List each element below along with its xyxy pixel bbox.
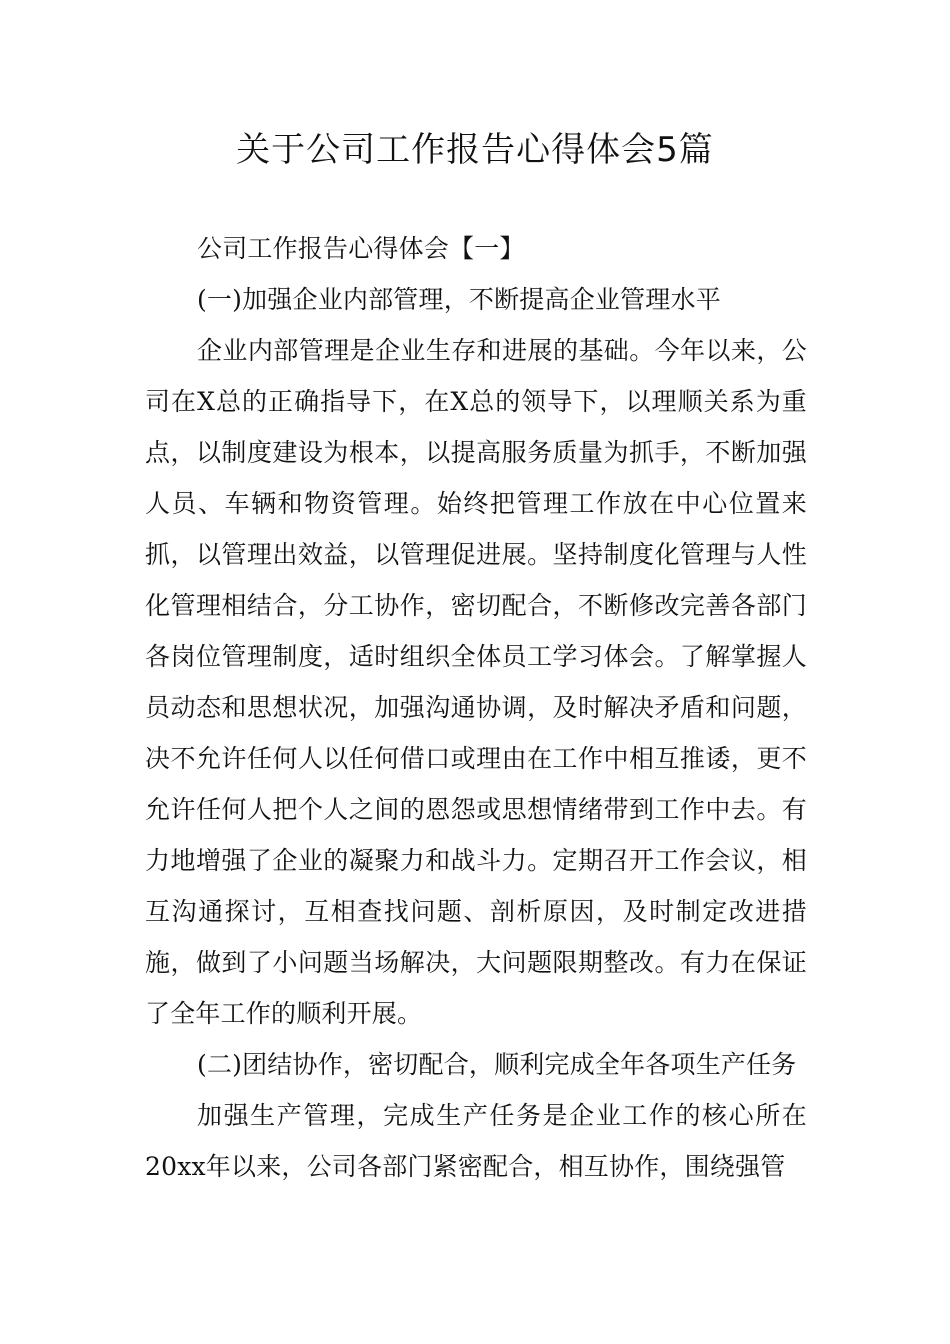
subsection-heading: (二)团结协作，密切配合，顺利完成全年各项生产任务 (197, 1050, 797, 1079)
document-title: 关于公司工作报告心得体会5篇 (236, 130, 714, 170)
document-body (145, 223, 807, 1192)
body-paragraph: 加强生产管理，完成生产任务是企业工作的核心所在20xx年以来，公司各部门紧密配合，相互协作，围绕强管 (145, 1101, 807, 1181)
body-paragraph: 企业内部管理是企业生存和进展的基础。今年以来，公司在X总的正确指导下，在X总的领导下，以理顺关系为重点，以制度建设为根本，以提高服务质量为抓手，不断加强人员、车辆和物资管理。始终把管理工作放在中心位置来抓，以管理出效益，以管理促进展。坚持制度化管理与人性化管理相结合，分工协作，密切配合，不断修改完善各部门各岗位管理制度，适时组织全体员工学习体会。了解掌握人员动态和思想状况，加强沟通协调，及时解决矛盾和问题，决不允许任何人以任何借口或理由在工作中相互推诿，更不允许任何人把个人之间的恩怨或思想情绪带到工作中去。有力地增强了企业的凝聚力和战斗力。定期召开工作会议，相互沟通探讨，互相查找问题、剖析原因，及时制定改进措施，做到了小问题当场解决，大问题限期整改。有力在保证了全年工作的顺利开展。 (145, 336, 807, 1028)
section-heading: 公司工作报告心得体会【一】 (197, 234, 525, 263)
subsection-heading: (一)加强企业内部管理，不断提高企业管理水平 (197, 285, 721, 314)
